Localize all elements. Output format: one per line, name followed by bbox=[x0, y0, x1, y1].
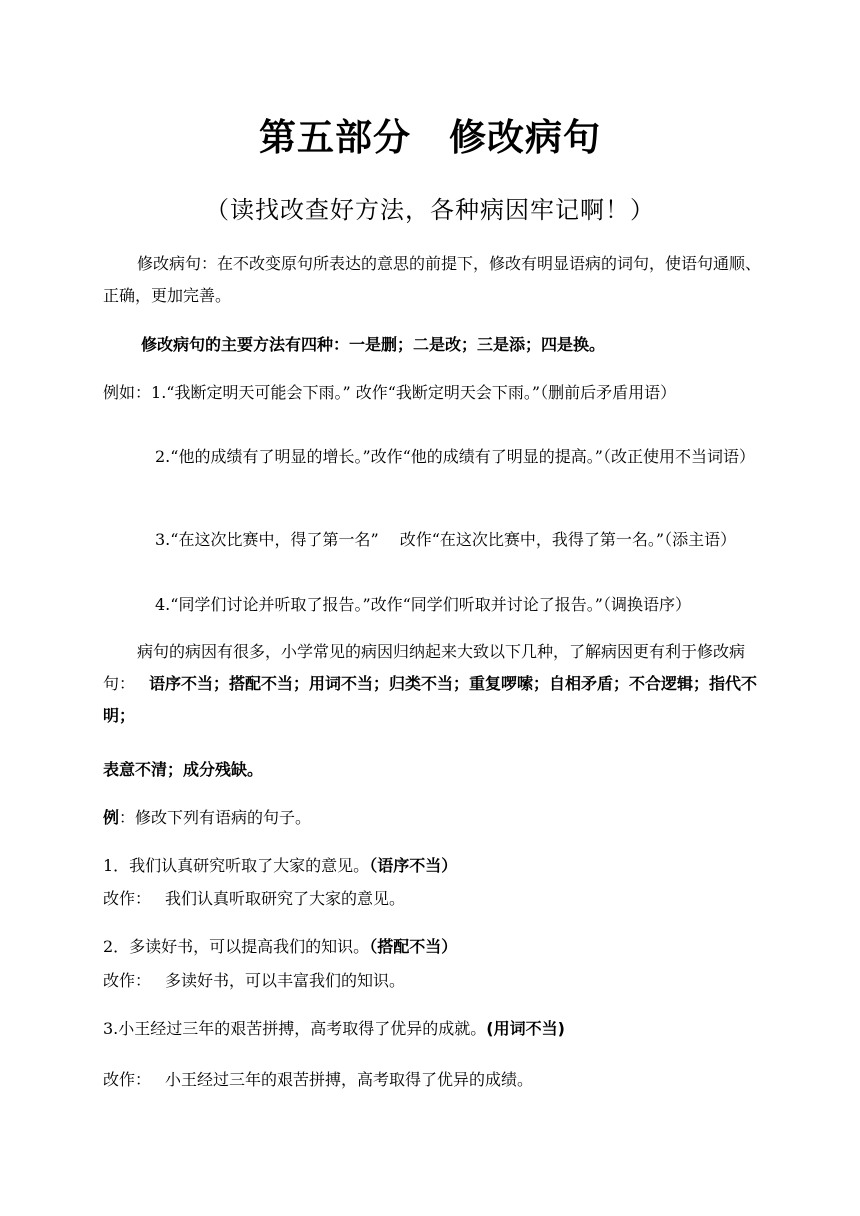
exercise-1-answer bbox=[103, 884, 763, 914]
answer-text: 小王经过三年的艰苦拼搏，高考取得了优异的成绩。 bbox=[165, 1070, 534, 1089]
answer-label: 改作： bbox=[103, 889, 152, 908]
causes-intro: 病句的病因有很多，小学常见的病因归纳起来大致以下几种，了解病因更有利于修改病句： bbox=[103, 642, 746, 693]
causes-paragraph bbox=[103, 636, 763, 732]
methods-heading: 修改病句的主要方法有四种：一是删；二是改；三是添；四是换。 bbox=[141, 335, 606, 354]
exercise-tag: （语序不当） bbox=[369, 856, 458, 875]
page-title: 第五部分 修改病句 bbox=[259, 116, 601, 159]
exercise-tag: （搭配不当） bbox=[369, 937, 458, 956]
page-subtitle: （读找改查好方法，各种病因牢记啊！） bbox=[205, 196, 655, 224]
causes-list-continued: 表意不清；成分残缺。 bbox=[103, 760, 264, 779]
example-1-text: 1.“我断定明天可能会下雨。” 改作“我断定明天会下雨。”（删前后矛盾用语） bbox=[151, 383, 677, 402]
answer-label: 改作： bbox=[103, 1070, 152, 1089]
answer-label: 改作： bbox=[103, 971, 152, 990]
exercise-2-question bbox=[103, 932, 763, 962]
exercise-question: 2．多读好书，可以提高我们的知识。 bbox=[103, 937, 370, 956]
exercise-question: 1．我们认真研究听取了大家的意见。 bbox=[103, 856, 370, 875]
exercise-question: 3.小王经过三年的艰苦拼搏，高考取得了优异的成就。 bbox=[103, 1019, 487, 1038]
causes-list: 语序不当；搭配不当；用词不当；归类不当；重复啰嗦；自相矛盾；不合逻辑；指代不明； bbox=[103, 674, 758, 725]
example-4: 4.“同学们讨论并听取了报告。”改作“同学们听取并讨论了报告。”（调换语序） bbox=[155, 595, 691, 614]
answer-text: 多读好书，可以丰富我们的知识。 bbox=[165, 971, 406, 990]
example-prefix: 例如： bbox=[103, 383, 152, 402]
answer-text: 我们认真听取研究了大家的意见。 bbox=[165, 889, 406, 908]
example-2: 2.“他的成绩有了明显的增长。”改作“他的成绩有了明显的提高。”（改正使用不当词语） bbox=[155, 447, 755, 466]
exercise-2-answer bbox=[103, 966, 763, 996]
exercise-tag: (用词不当) bbox=[486, 1019, 565, 1038]
exercise-text: ：修改下列有语病的句子。 bbox=[119, 808, 312, 827]
exercise-3-answer bbox=[103, 1065, 763, 1095]
exercise-label: 例 bbox=[103, 808, 120, 827]
example-1 bbox=[103, 378, 763, 408]
exercise-instruction bbox=[103, 803, 763, 833]
exercise-1-question bbox=[103, 851, 763, 881]
definition-paragraph: 修改病句：在不改变原句所表达的意思的前提下，修改有明显语病的词句，使语句通顺、正确，更加完善。 bbox=[103, 254, 762, 305]
example-3: 3.“在这次比赛中，得了第一名” 改作“在这次比赛中，我得了第一名。”（添主语） bbox=[155, 530, 737, 549]
exercise-3-question bbox=[103, 1014, 763, 1044]
